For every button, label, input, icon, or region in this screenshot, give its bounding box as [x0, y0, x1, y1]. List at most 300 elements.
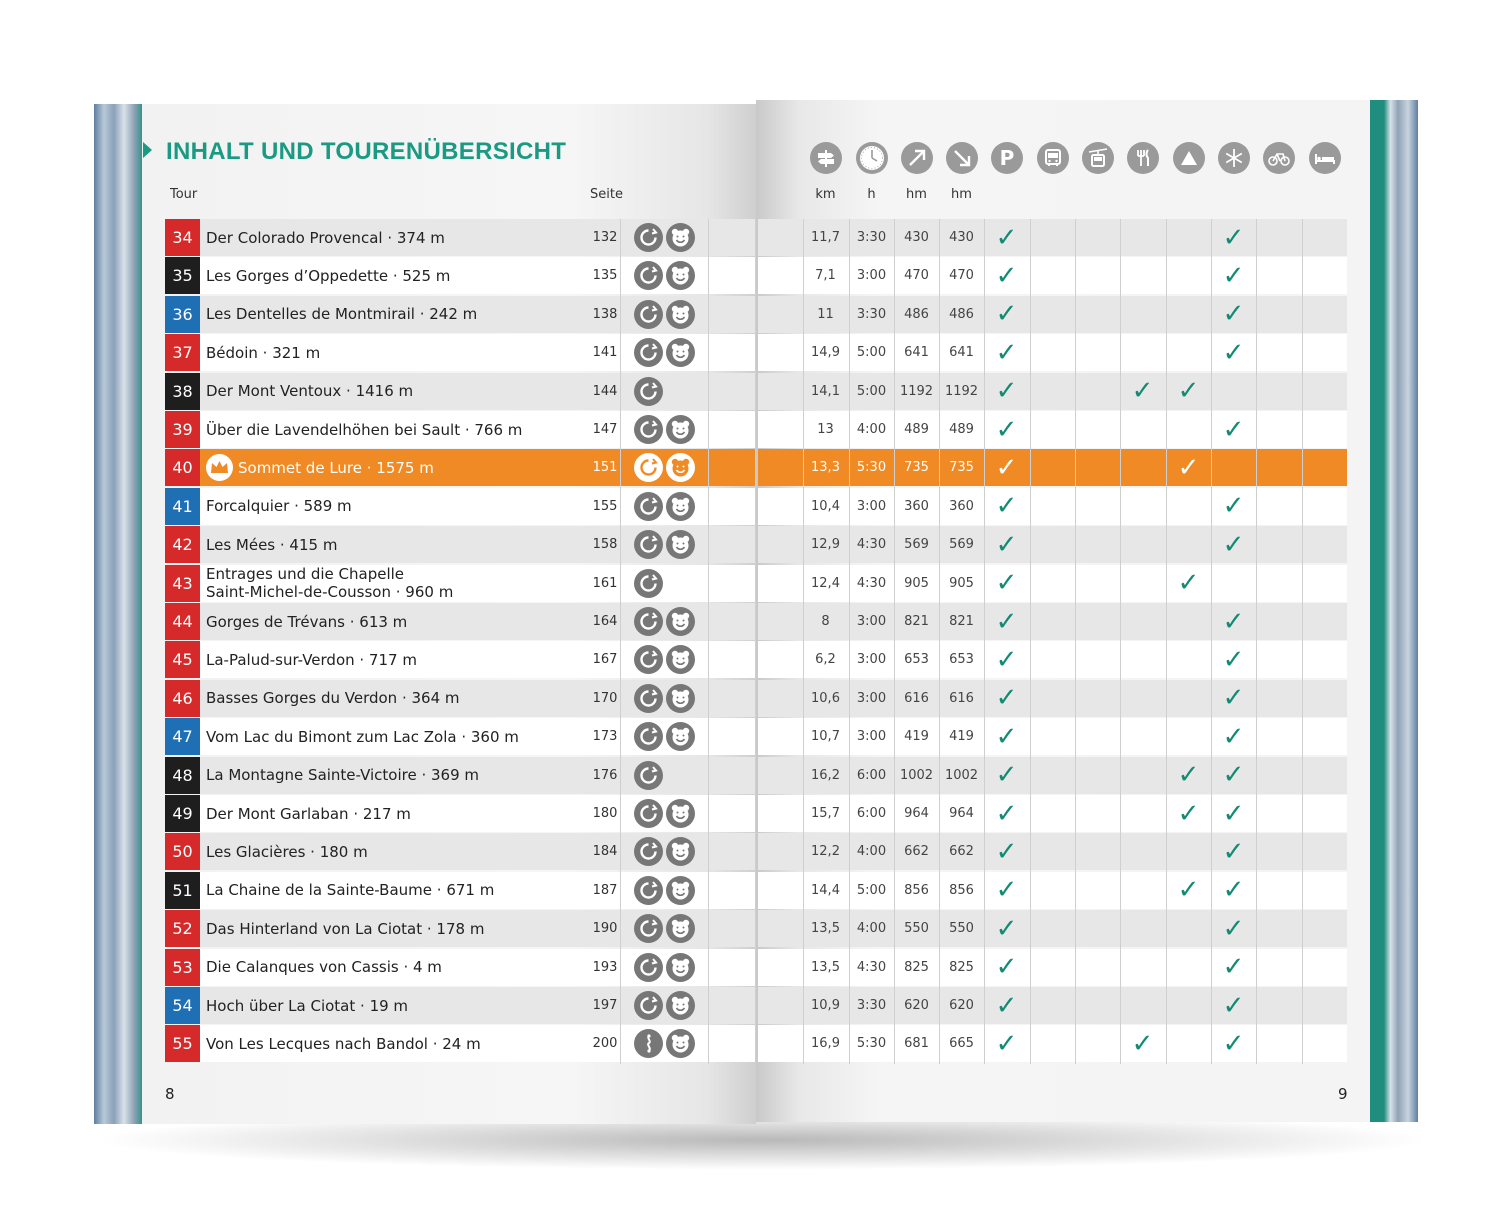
tour-ascent: 550 — [904, 921, 929, 937]
header-km: km — [815, 187, 836, 202]
header-h: h — [867, 187, 876, 202]
tour-name[interactable]: Der Colorado Provencal · 374 m — [206, 228, 445, 247]
tour-ascent: 486 — [904, 306, 929, 322]
tour-duration: 5:30 — [856, 1036, 887, 1052]
table-row[interactable] — [0, 488, 1500, 525]
tour-number: 36 — [165, 296, 200, 333]
tour-name[interactable]: Les Mées · 415 m — [206, 535, 338, 554]
table-row[interactable] — [0, 603, 1500, 640]
checkmark-icon: ✓ — [1222, 414, 1245, 445]
kids-friendly-icon — [666, 607, 695, 636]
tour-descent: 905 — [949, 575, 974, 591]
tour-name[interactable]: La-Palud-sur-Verdon · 717 m — [206, 650, 417, 669]
tour-descent: 856 — [949, 882, 974, 898]
checkmark-icon: ✓ — [1222, 990, 1245, 1021]
tour-duration: 3:30 — [856, 306, 887, 322]
kids-friendly-icon — [666, 530, 695, 559]
tour-km: 15,7 — [811, 806, 840, 821]
loop-route-icon — [634, 338, 663, 367]
tour-number: 42 — [165, 526, 200, 563]
tour-descent: 964 — [949, 806, 974, 821]
tour-descent: 821 — [949, 614, 974, 629]
tour-duration: 5:00 — [856, 345, 887, 361]
kids-friendly-icon — [666, 415, 695, 444]
checkmark-icon: ✓ — [1222, 721, 1245, 752]
tour-km: 11 — [817, 306, 834, 322]
loop-route-icon — [634, 492, 663, 521]
loop-route-icon — [634, 223, 663, 252]
checkmark-icon: ✓ — [1177, 760, 1200, 791]
winter-snowflake-icon — [1218, 142, 1250, 174]
tour-ascent: 735 — [904, 460, 929, 476]
kids-friendly-icon — [666, 223, 695, 252]
tour-name[interactable]: Vom Lac du Bimont zum Lac Zola · 360 m — [206, 727, 519, 746]
header-hm-up: hm — [906, 187, 927, 202]
tour-descent: 662 — [949, 844, 974, 860]
loop-route-icon — [634, 607, 663, 636]
parking-icon: P — [991, 142, 1023, 174]
tour-page[interactable]: 151 — [592, 460, 618, 476]
tour-name[interactable] — [206, 565, 453, 602]
kids-friendly-icon — [666, 684, 695, 713]
tour-duration: 3:30 — [856, 998, 887, 1013]
kids-friendly-icon — [666, 799, 695, 828]
tour-name[interactable]: Der Mont Ventoux · 1416 m — [206, 382, 414, 401]
tour-number: 35 — [165, 257, 200, 294]
tour-name[interactable]: Das Hinterland von La Ciotat · 178 m — [206, 919, 485, 938]
table-row[interactable] — [0, 833, 1500, 870]
tour-page[interactable]: 167 — [592, 652, 618, 668]
tour-descent: 360 — [949, 498, 974, 514]
kids-friendly-icon — [666, 837, 695, 866]
checkmark-icon: ✓ — [995, 952, 1018, 983]
loop-route-icon — [634, 300, 663, 329]
tour-duration: 4:30 — [856, 959, 887, 975]
tour-ascent: 905 — [904, 575, 929, 591]
tour-page[interactable]: 170 — [592, 690, 618, 706]
tour-km: 12,4 — [811, 575, 840, 591]
loop-route-icon — [634, 569, 663, 598]
tour-number: 40 — [165, 449, 200, 486]
tour-km: 12,2 — [811, 844, 840, 860]
kids-friendly-icon — [666, 261, 695, 290]
checkmark-icon: ✓ — [995, 299, 1018, 330]
tour-name[interactable]: Basses Gorges du Verdon · 364 m — [206, 689, 460, 708]
tour-page[interactable]: 197 — [592, 998, 618, 1013]
tour-page[interactable]: 173 — [592, 729, 618, 745]
tour-number: 48 — [165, 757, 200, 794]
column-divider — [894, 219, 895, 1064]
tour-number: 54 — [165, 987, 200, 1024]
tour-name[interactable]: Über die Lavendelhöhen bei Sault · 766 m — [206, 420, 523, 439]
checkmark-icon: ✓ — [1222, 491, 1245, 522]
tour-duration: 5:30 — [856, 460, 887, 476]
tour-descent: 489 — [949, 422, 974, 437]
tour-name[interactable]: Les Dentelles de Montmirail · 242 m — [206, 305, 478, 324]
column-divider — [849, 219, 850, 1064]
kids-friendly-icon — [666, 991, 695, 1020]
tour-descent: 430 — [949, 230, 974, 245]
tour-name[interactable]: Hoch über La Ciotat · 19 m — [206, 996, 409, 1015]
column-divider — [1120, 219, 1121, 1064]
loop-route-icon — [634, 799, 663, 828]
restaurant-icon — [1127, 142, 1159, 174]
tour-ascent: 1192 — [899, 383, 934, 399]
tour-duration: 4:00 — [856, 921, 887, 937]
tour-duration: 3:00 — [856, 268, 887, 284]
tour-km: 10,4 — [811, 498, 840, 514]
tour-name[interactable]: La Montagne Sainte-Victoire · 369 m — [206, 766, 480, 785]
tour-ascent: 662 — [904, 844, 929, 860]
checkmark-icon: ✓ — [995, 260, 1018, 291]
column-divider — [1166, 219, 1167, 1064]
tour-name[interactable]: Die Calanques von Cassis · 4 m — [206, 958, 442, 977]
tour-ascent: 825 — [904, 959, 929, 975]
column-divider — [984, 219, 985, 1064]
kids-friendly-icon — [666, 300, 695, 329]
tour-ascent: 653 — [904, 652, 929, 668]
tour-name[interactable]: Les Glacières · 180 m — [206, 842, 368, 861]
tour-ascent: 620 — [904, 998, 929, 1013]
checkmark-icon: ✓ — [1222, 760, 1245, 791]
tour-descent: 620 — [949, 998, 974, 1013]
tour-descent: 1002 — [944, 767, 979, 783]
table-row[interactable] — [0, 949, 1500, 986]
checkmark-icon: ✓ — [1177, 798, 1200, 829]
tour-km: 13,5 — [811, 921, 840, 937]
table-row[interactable] — [0, 757, 1500, 794]
tour-duration: 4:30 — [856, 537, 887, 553]
checkmark-icon: ✓ — [995, 798, 1018, 829]
column-divider — [803, 219, 804, 1064]
tour-descent: 419 — [949, 729, 974, 745]
tour-name[interactable]: Der Mont Garlaban · 217 m — [206, 804, 411, 823]
tour-duration: 3:00 — [856, 690, 887, 706]
tour-ascent: 821 — [904, 614, 929, 629]
tour-duration: 4:00 — [856, 844, 887, 860]
kids-friendly-icon — [666, 876, 695, 905]
tour-number: 50 — [165, 833, 200, 870]
tour-page[interactable]: 180 — [592, 806, 618, 821]
checkmark-icon: ✓ — [995, 644, 1018, 675]
tour-ascent: 360 — [904, 498, 929, 514]
tour-km: 16,2 — [811, 767, 840, 783]
checkmark-icon: ✓ — [1222, 836, 1245, 867]
tour-km: 13,3 — [811, 460, 840, 476]
tour-duration: 6:00 — [856, 767, 887, 783]
kids-friendly-icon — [666, 453, 695, 482]
kids-friendly-icon — [666, 338, 695, 367]
tour-page[interactable]: 176 — [592, 767, 618, 783]
tour-duration: 3:30 — [856, 230, 887, 245]
checkmark-icon: ✓ — [1177, 875, 1200, 906]
tour-number: 49 — [165, 795, 200, 832]
checkmark-icon: ✓ — [1131, 376, 1154, 407]
checkmark-icon: ✓ — [995, 683, 1018, 714]
column-divider — [939, 219, 940, 1064]
column-divider — [1302, 219, 1303, 1064]
table-row[interactable] — [0, 795, 1500, 832]
tour-km: 11,7 — [811, 230, 840, 245]
descent-arrow-icon — [946, 142, 978, 174]
kids-friendly-icon — [666, 953, 695, 982]
checkmark-icon: ✓ — [1222, 222, 1245, 253]
tour-ascent: 430 — [904, 230, 929, 245]
table-row[interactable] — [0, 449, 1500, 486]
checkmark-icon: ✓ — [1222, 529, 1245, 560]
checkmark-icon: ✓ — [995, 529, 1018, 560]
loop-route-icon — [634, 761, 663, 790]
bed-icon — [1309, 142, 1341, 174]
table-row[interactable] — [0, 334, 1500, 371]
loop-route-icon — [634, 953, 663, 982]
checkmark-icon: ✓ — [995, 222, 1018, 253]
tour-km: 10,7 — [811, 729, 840, 745]
tour-km: 7,1 — [815, 268, 836, 284]
tour-descent: 1192 — [944, 383, 979, 399]
column-divider — [708, 219, 709, 1064]
tour-number: 44 — [165, 603, 200, 640]
checkmark-icon: ✓ — [995, 491, 1018, 522]
column-divider — [1211, 219, 1212, 1064]
clock-icon — [856, 142, 888, 174]
tour-name[interactable]: Les Gorges d’Oppedette · 525 m — [206, 266, 451, 285]
tour-descent: 665 — [949, 1036, 974, 1052]
tour-km: 10,9 — [811, 998, 840, 1013]
tour-page[interactable]: 161 — [592, 575, 618, 591]
checkmark-icon: ✓ — [1222, 952, 1245, 983]
tour-descent: 616 — [949, 690, 974, 706]
checkmark-icon: ✓ — [1222, 683, 1245, 714]
checkmark-icon: ✓ — [995, 913, 1018, 944]
tour-name[interactable]: Gorges de Trévans · 613 m — [206, 612, 408, 631]
ascent-arrow-icon — [901, 142, 933, 174]
loop-route-icon — [634, 914, 663, 943]
tour-descent: 550 — [949, 921, 974, 937]
tour-km: 13,5 — [811, 959, 840, 975]
kids-friendly-icon — [666, 492, 695, 521]
tour-duration: 3:00 — [856, 498, 887, 514]
kids-friendly-icon — [666, 722, 695, 751]
tour-number: 34 — [165, 219, 200, 256]
checkmark-icon: ✓ — [1177, 568, 1200, 599]
tour-duration: 5:00 — [856, 882, 887, 898]
checkmark-icon: ✓ — [995, 990, 1018, 1021]
tour-km: 10,6 — [811, 690, 840, 706]
tour-page[interactable]: 138 — [592, 306, 618, 322]
checkmark-icon: ✓ — [1222, 260, 1245, 291]
loop-route-icon — [634, 415, 663, 444]
loop-route-icon — [634, 684, 663, 713]
loop-route-icon — [634, 377, 663, 406]
table-row[interactable] — [0, 373, 1500, 410]
tour-km: 14,9 — [811, 345, 840, 361]
table-row[interactable] — [0, 526, 1500, 563]
tour-page[interactable]: 141 — [592, 345, 618, 361]
tour-ascent: 616 — [904, 690, 929, 706]
tour-duration: 4:30 — [856, 575, 887, 591]
tour-number: 55 — [165, 1025, 200, 1062]
tour-ascent: 856 — [904, 882, 929, 898]
tour-number: 51 — [165, 872, 200, 909]
table-row[interactable] — [0, 411, 1500, 448]
tour-page[interactable]: 158 — [592, 537, 618, 553]
column-divider — [1075, 219, 1076, 1064]
tour-page[interactable]: 184 — [592, 844, 618, 860]
loop-route-icon — [634, 453, 663, 482]
table-row[interactable] — [0, 718, 1500, 755]
checkmark-icon: ✓ — [995, 337, 1018, 368]
page-title: INHALT UND TOURENÜBERSICHT — [166, 138, 567, 165]
header-seite: Seite — [590, 187, 623, 202]
column-divider — [620, 219, 621, 1064]
tour-ascent: 641 — [904, 345, 929, 361]
bus-icon — [1037, 142, 1069, 174]
tour-number: 52 — [165, 910, 200, 947]
tour-number: 38 — [165, 373, 200, 410]
checkmark-icon: ✓ — [1222, 913, 1245, 944]
hut-icon — [1173, 142, 1205, 174]
tour-number: 47 — [165, 718, 200, 755]
tour-page[interactable]: 200 — [592, 1036, 618, 1052]
loop-route-icon — [634, 837, 663, 866]
table-row[interactable] — [0, 1025, 1500, 1062]
tour-ascent: 569 — [904, 537, 929, 553]
tour-page[interactable]: 155 — [592, 498, 618, 514]
tour-descent: 735 — [949, 460, 974, 476]
tour-descent: 825 — [949, 959, 974, 975]
tour-ascent: 470 — [904, 268, 929, 284]
checkmark-icon: ✓ — [995, 452, 1018, 483]
tour-ascent: 489 — [904, 422, 929, 437]
checkmark-icon: ✓ — [995, 721, 1018, 752]
tour-page[interactable]: 135 — [592, 268, 618, 284]
loop-route-icon — [634, 991, 663, 1020]
tour-page[interactable]: 132 — [592, 230, 618, 245]
loop-route-icon — [634, 530, 663, 559]
tour-number: 37 — [165, 334, 200, 371]
checkmark-icon: ✓ — [1222, 644, 1245, 675]
tour-descent: 653 — [949, 652, 974, 668]
tour-number: 41 — [165, 488, 200, 525]
tour-number: 45 — [165, 641, 200, 678]
tour-duration: 3:00 — [856, 729, 887, 745]
tour-duration: 4:00 — [856, 422, 887, 437]
tour-name[interactable]: Sommet de Lure · 1575 m — [238, 458, 434, 477]
kids-friendly-icon — [666, 645, 695, 674]
tour-page[interactable]: 144 — [592, 383, 618, 399]
table-row[interactable] — [0, 565, 1500, 602]
tour-duration: 3:00 — [856, 614, 887, 629]
tour-name[interactable]: Bédoin · 321 m — [206, 343, 321, 362]
kids-friendly-icon — [666, 914, 695, 943]
checkmark-icon: ✓ — [1177, 376, 1200, 407]
header-hm-down: hm — [951, 187, 972, 202]
checkmark-icon: ✓ — [995, 568, 1018, 599]
tour-name[interactable]: La Chaine de la Sainte-Baume · 671 m — [206, 881, 495, 900]
tour-page[interactable]: 164 — [592, 614, 618, 629]
table-row[interactable] — [0, 257, 1500, 294]
tour-name[interactable]: Forcalquier · 589 m — [206, 497, 352, 516]
tour-name-line-2: Saint-Michel-de-Cousson · 960 m — [206, 583, 454, 602]
table-row[interactable] — [0, 872, 1500, 909]
tour-ascent: 1002 — [899, 767, 934, 783]
tour-km: 16,9 — [811, 1036, 840, 1052]
table-row[interactable] — [0, 296, 1500, 333]
checkmark-icon: ✓ — [995, 414, 1018, 445]
tour-km: 14,1 — [811, 383, 840, 399]
tour-ascent: 419 — [904, 729, 929, 745]
table-row[interactable] — [0, 680, 1500, 717]
checkmark-icon: ✓ — [1222, 798, 1245, 829]
checkmark-icon: ✓ — [1177, 452, 1200, 483]
kids-friendly-icon — [666, 1029, 695, 1058]
tour-descent: 486 — [949, 306, 974, 322]
tour-page[interactable]: 190 — [592, 921, 618, 937]
bicycle-icon — [1263, 142, 1295, 174]
loop-route-icon — [634, 261, 663, 290]
loop-route-icon — [634, 722, 663, 751]
loop-route-icon — [634, 876, 663, 905]
tour-number: 46 — [165, 680, 200, 717]
checkmark-icon: ✓ — [1222, 1028, 1245, 1059]
left-page-number: 8 — [165, 1085, 175, 1103]
tour-page[interactable]: 187 — [592, 882, 618, 898]
tour-duration: 3:00 — [856, 652, 887, 668]
checkmark-icon: ✓ — [995, 760, 1018, 791]
tour-duration: 5:00 — [856, 383, 887, 399]
table-row[interactable] — [0, 987, 1500, 1024]
tour-km: 12,9 — [811, 537, 840, 553]
tour-page[interactable]: 147 — [592, 422, 618, 437]
checkmark-icon: ✓ — [1222, 337, 1245, 368]
checkmark-icon: ✓ — [995, 1028, 1018, 1059]
tour-number: 39 — [165, 411, 200, 448]
table-row[interactable] — [0, 641, 1500, 678]
tour-number: 43 — [165, 565, 200, 602]
checkmark-icon: ✓ — [995, 606, 1018, 637]
tour-duration: 6:00 — [856, 806, 887, 821]
tour-km: 6,2 — [815, 652, 836, 668]
checkmark-icon: ✓ — [1222, 875, 1245, 906]
checkmark-icon: ✓ — [995, 836, 1018, 867]
checkmark-icon: ✓ — [1222, 299, 1245, 330]
tour-name-line-1: Entrages und die Chapelle — [206, 565, 405, 584]
table-row[interactable] — [0, 910, 1500, 947]
column-divider — [1030, 219, 1031, 1064]
tour-descent: 641 — [949, 345, 974, 361]
tour-descent: 569 — [949, 537, 974, 553]
checkmark-icon: ✓ — [995, 875, 1018, 906]
column-icon-row — [0, 142, 1500, 174]
cable-car-icon — [1082, 142, 1114, 174]
table-row[interactable] — [0, 219, 1500, 256]
tour-ascent: 681 — [904, 1036, 929, 1052]
tour-name[interactable]: Von Les Lecques nach Bandol · 24 m — [206, 1034, 481, 1053]
tour-km: 14,4 — [811, 882, 840, 898]
tour-number: 53 — [165, 949, 200, 986]
column-divider — [1256, 219, 1257, 1064]
checkmark-icon: ✓ — [1131, 1028, 1154, 1059]
tour-ascent: 964 — [904, 806, 929, 821]
header-tour: Tour — [170, 187, 198, 202]
right-page-number: 9 — [1338, 1085, 1348, 1103]
loop-route-icon — [634, 645, 663, 674]
checkmark-icon: ✓ — [1222, 606, 1245, 637]
tour-descent: 470 — [949, 268, 974, 284]
tour-page[interactable]: 193 — [592, 959, 618, 975]
checkmark-icon: ✓ — [995, 376, 1018, 407]
